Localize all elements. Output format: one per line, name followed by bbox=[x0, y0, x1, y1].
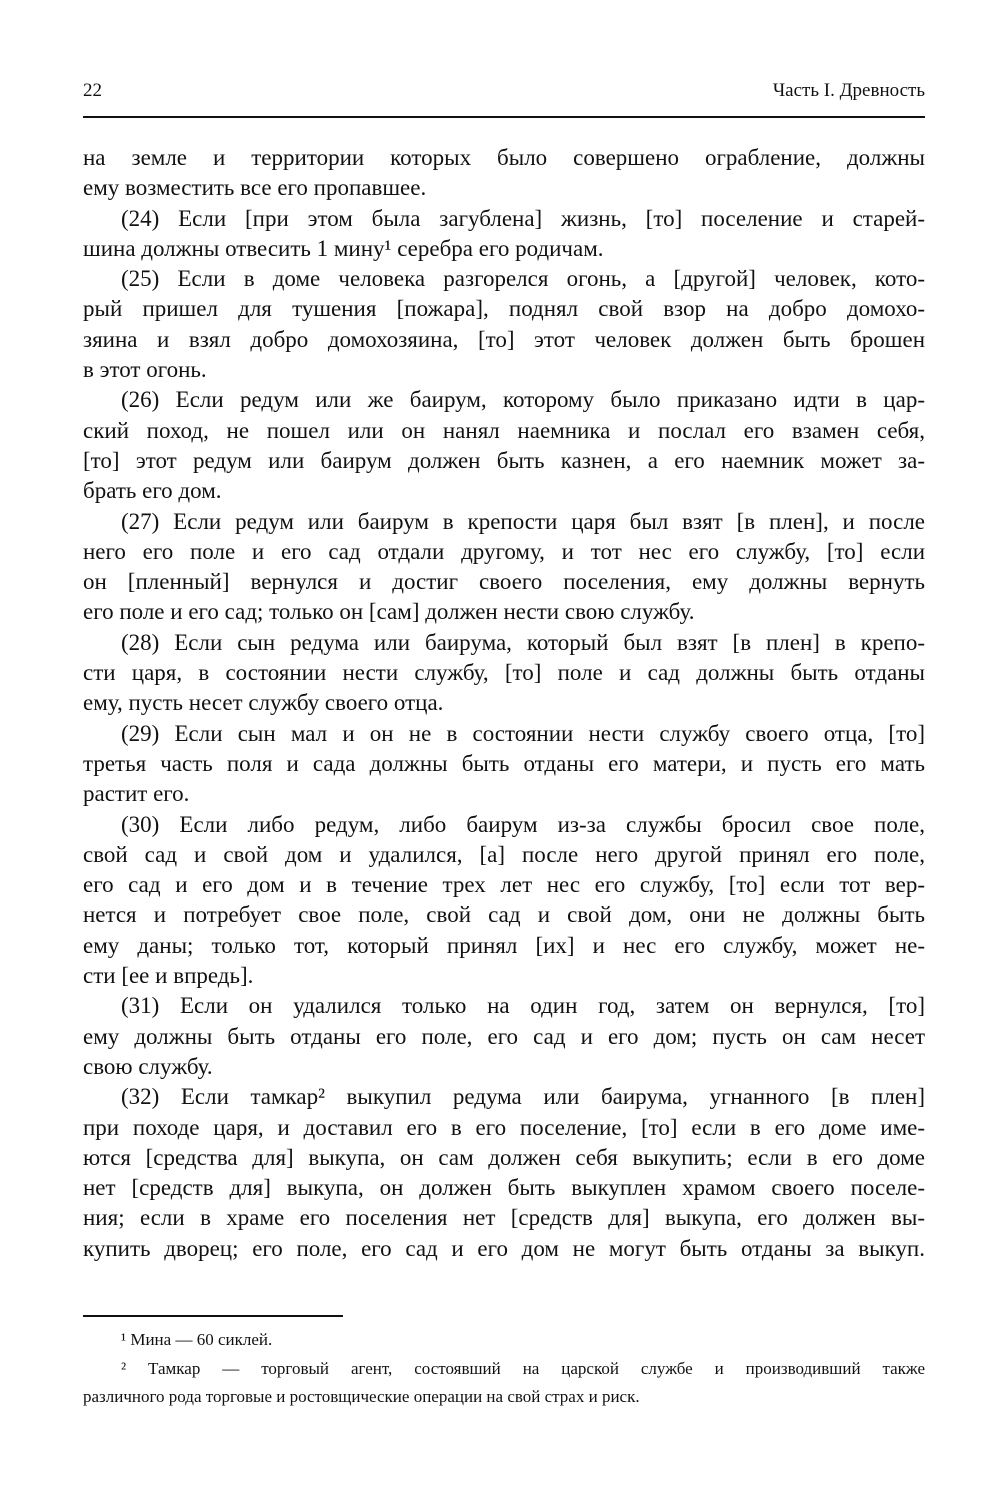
footnotes bbox=[83, 1326, 925, 1412]
text-line: ния; если в храме его поселения нет [средств для] выкупа, его должен вы- bbox=[83, 1205, 925, 1231]
text-line: (24) Если [при этом была загублена] жизнь, [то] поселение и старей- bbox=[121, 205, 925, 231]
footnote bbox=[83, 1355, 925, 1412]
text-line: ему возместить все его пропавшее. bbox=[83, 175, 427, 201]
text-line: шина должны отвесить 1 мину¹ серебра его родичам. bbox=[83, 235, 604, 261]
text-line: свой сад и свой дом и удалился, [а] после него другой принял его поле, bbox=[83, 841, 925, 867]
text-line: на земле и территории которых было совершено ограбление, должны bbox=[83, 145, 925, 170]
page-number: 22 bbox=[83, 80, 102, 101]
paragraph bbox=[83, 264, 925, 385]
text-line: ются [средства для] выкупа, он сам должен себя выкупить; если в его доме bbox=[83, 1144, 925, 1170]
paragraph bbox=[83, 810, 925, 992]
text-line: брать его дом. bbox=[83, 478, 222, 504]
text-line: ский поход, не пошел или он нанял наемника и послал его взамен себя, bbox=[83, 417, 925, 443]
paragraph bbox=[83, 1082, 925, 1264]
text-line: нется и потребует свое поле, свой сад и свой дом, они не должны быть bbox=[83, 902, 925, 928]
text-line: (25) Если в доме человека разгорелся огонь, а [другой] человек, кото- bbox=[121, 266, 925, 292]
paragraph bbox=[83, 385, 925, 506]
footnote bbox=[83, 1326, 925, 1355]
text-line: ему даны; только тот, который принял [их] и нес его службу, может не- bbox=[83, 932, 925, 958]
text-line: (28) Если сын редума или баирума, который был взят [в плен] в крепо- bbox=[121, 629, 925, 655]
page-header bbox=[83, 80, 925, 110]
text-line: растит его. bbox=[83, 781, 190, 807]
text-line: (26) Если редум или же баирум, которому было приказано идти в цар- bbox=[121, 387, 925, 413]
text-line: ему, пусть несет службу своего отца. bbox=[83, 690, 444, 716]
text-line: него его поле и его сад отдали другому, и тот нес его службу, [то] если bbox=[83, 538, 925, 564]
paragraph bbox=[83, 719, 925, 810]
text-line: рый пришел для тушения [пожара], поднял свой взор на добро домохо- bbox=[83, 296, 925, 322]
footnote-line: различного рода торговые и ростовщические операции на свой страх и риск. bbox=[83, 1387, 640, 1406]
text-line: сти [ее и впредь]. bbox=[83, 963, 254, 989]
text-line: при походе царя, и доставил его в его поселение, [то] если в его доме име- bbox=[83, 1114, 925, 1140]
text-line: его сад и его дом и в течение трех лет нес его службу, [то] если тот вер- bbox=[83, 872, 925, 898]
text-line: сти царя, в состоянии нести службу, [то] поле и сад должны быть отданы bbox=[83, 660, 925, 686]
body-text bbox=[83, 143, 925, 1264]
running-title: Часть I. Древность bbox=[772, 80, 925, 101]
text-line: его поле и его сад; только он [сам] должен нести свою службу. bbox=[83, 599, 695, 625]
text-line: купить дворец; его поле, его сад и его дом не могут быть отданы за выкуп. bbox=[83, 1235, 925, 1261]
text-line: (30) Если либо редум, либо баирум из-за службы бросил свое поле, bbox=[121, 811, 925, 837]
text-line: свою службу. bbox=[83, 1053, 213, 1079]
footnote-line: ² Тамкар — торговый агент, состоявший на царской службе и производивший также bbox=[121, 1358, 925, 1378]
paragraph bbox=[83, 143, 925, 204]
paragraph bbox=[83, 507, 925, 628]
footnote-line: ¹ Мина — 60 сиклей. bbox=[121, 1330, 273, 1349]
text-line: [то] этот редум или баирум должен быть казнен, а его наемник может за- bbox=[83, 447, 925, 473]
text-line: (32) Если тамкар² выкупил редума или баирума, угнанного [в плен] bbox=[121, 1084, 925, 1110]
text-line: нет [средств для] выкупа, он должен быть выкуплен храмом своего поселе- bbox=[83, 1175, 925, 1201]
text-line: зяина и взял добро домохозяина, [то] этот человек должен быть брошен bbox=[83, 326, 925, 352]
text-line: третья часть поля и сада должны быть отданы его матери, и пусть его мать bbox=[83, 750, 925, 776]
text-line: ему должны быть отданы его поле, его сад и его дом; пусть он сам несет bbox=[83, 1023, 925, 1049]
text-line: он [пленный] вернулся и достиг своего поселения, ему должны вернуть bbox=[83, 569, 925, 595]
text-line: (27) Если редум или баирум в крепости царя был взят [в плен], и после bbox=[121, 508, 925, 534]
text-line: (31) Если он удалился только на один год, затем он вернулся, [то] bbox=[121, 993, 925, 1019]
text-line: в этот огонь. bbox=[83, 357, 207, 383]
paragraph bbox=[83, 628, 925, 719]
header-rule bbox=[83, 116, 925, 118]
paragraph bbox=[83, 204, 925, 265]
paragraph bbox=[83, 991, 925, 1082]
footnote-rule bbox=[83, 1315, 343, 1317]
text-line: (29) Если сын мал и он не в состоянии нести службу своего отца, [то] bbox=[121, 720, 925, 746]
